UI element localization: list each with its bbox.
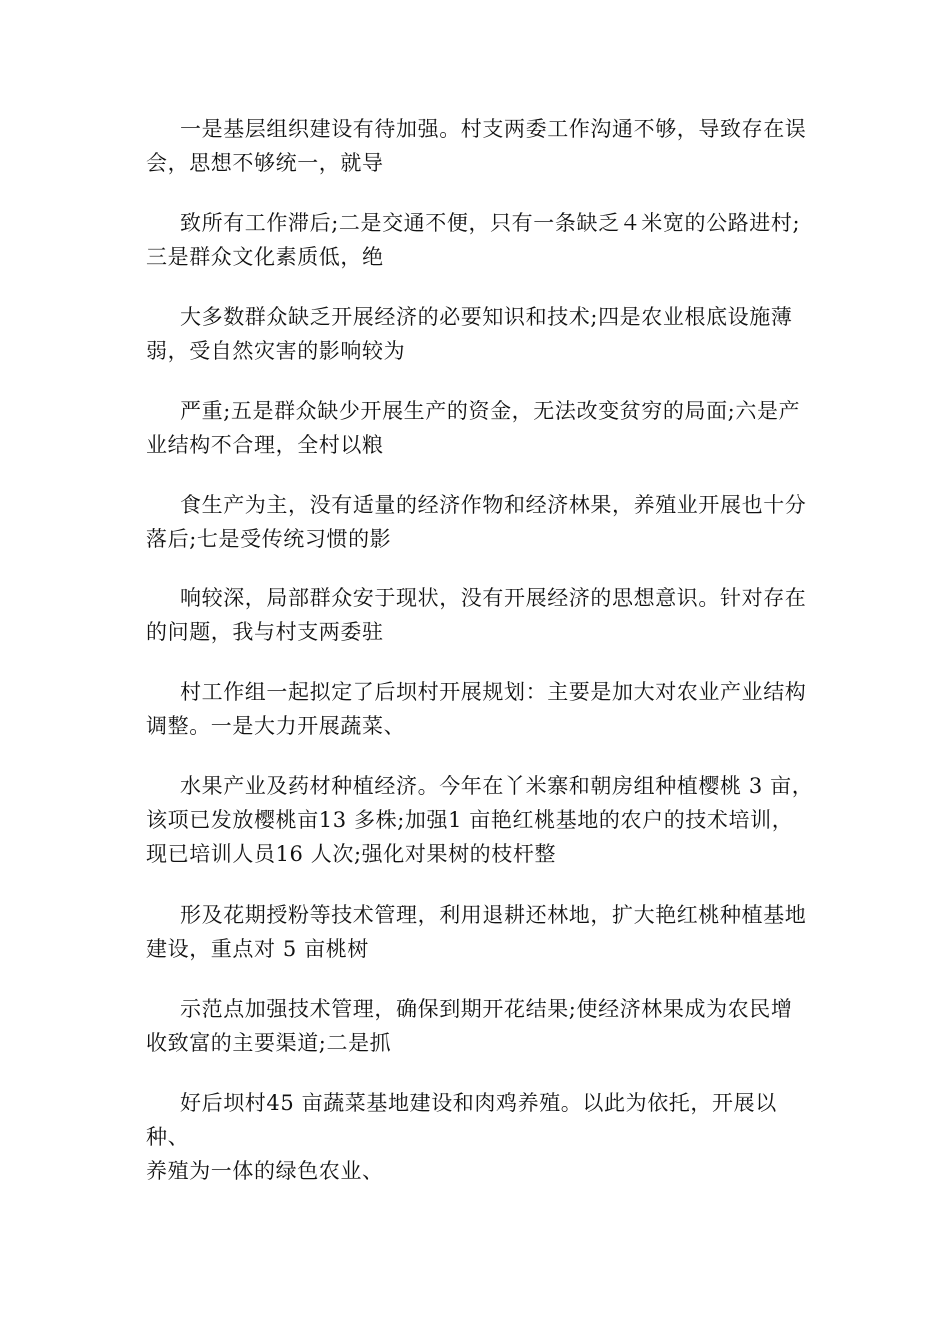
paragraph-line: 水果产业及药材种植经济。今年在丫米寨和朝房组种植樱桃 3 亩， [180, 774, 814, 798]
paragraph-line: 示范点加强技术管理，确保到期开花结果;使经济林果成为农民增 [180, 997, 793, 1021]
paragraph-5 [146, 488, 816, 556]
paragraph-line: 大多数群众缺乏开展经济的必要知识和技术;四是农业根底设施薄 [180, 305, 793, 329]
paragraph-line: 形及花期授粉等技术管理，利用退耕还林地，扩大艳红桃种植基地 [180, 903, 807, 927]
paragraph-line: 村工作组一起拟定了后坝村开展规划：主要是加大对农业产业结构 [180, 680, 807, 704]
paragraph-1 [146, 112, 816, 180]
paragraph-9 [146, 898, 816, 966]
paragraph-line: 落后;七是受传统习惯的影 [146, 527, 392, 551]
paragraph-line: 现已培训人员16 人次;强化对果树的枝杆整 [146, 842, 557, 866]
paragraph-line: 的问题，我与村支两委驻 [146, 620, 384, 644]
paragraph-line: 严重;五是群众缺少开展生产的资金，无法改变贫穷的局面;六是产 [180, 399, 801, 423]
paragraph-line: 业结构不合理，全村以粮 [146, 433, 384, 457]
paragraph-7 [146, 675, 816, 743]
paragraph-line: 收致富的主要渠道;二是抓 [146, 1031, 392, 1055]
paragraph-11 [146, 1086, 816, 1188]
paragraph-line: 响较深，局部群众安于现状，没有开展经济的思想意识。针对存在 [180, 586, 807, 610]
paragraph-line: 建设，重点对 5 亩桃树 [146, 937, 369, 961]
paragraph-line: 会，思想不够统一，就导 [146, 151, 384, 175]
paragraph-8 [146, 769, 816, 871]
paragraph-line: 三是群众文化素质低，绝 [146, 245, 384, 269]
paragraph-line: 致所有工作滞后;二是交通不便，只有一条缺乏４米宽的公路进村; [180, 211, 801, 235]
paragraph-4 [146, 394, 816, 462]
paragraph-line: 养殖为一体的绿色农业、 [146, 1159, 384, 1183]
paragraph-line: 好后坝村45 亩蔬菜基地建设和肉鸡养殖。以此为依托，开展以种、 [146, 1091, 777, 1149]
paragraph-line: 调整。一是大力开展蔬菜、 [146, 714, 406, 738]
paragraph-3 [146, 300, 816, 368]
paragraph-line: 弱，受自然灾害的影响较为 [146, 339, 406, 363]
paragraph-line: 一是基层组织建设有待加强。村支两委工作沟通不够，导致存在误 [180, 117, 807, 141]
paragraph-line: 该项已发放樱桃亩13 多株;加强1 亩艳红桃基地的农户的技术培训， [146, 808, 794, 832]
paragraph-line: 食生产为主，没有适量的经济作物和经济林果，养殖业开展也十分 [180, 493, 807, 517]
paragraph-6 [146, 581, 816, 649]
paragraph-10 [146, 992, 816, 1060]
paragraph-2 [146, 206, 816, 274]
